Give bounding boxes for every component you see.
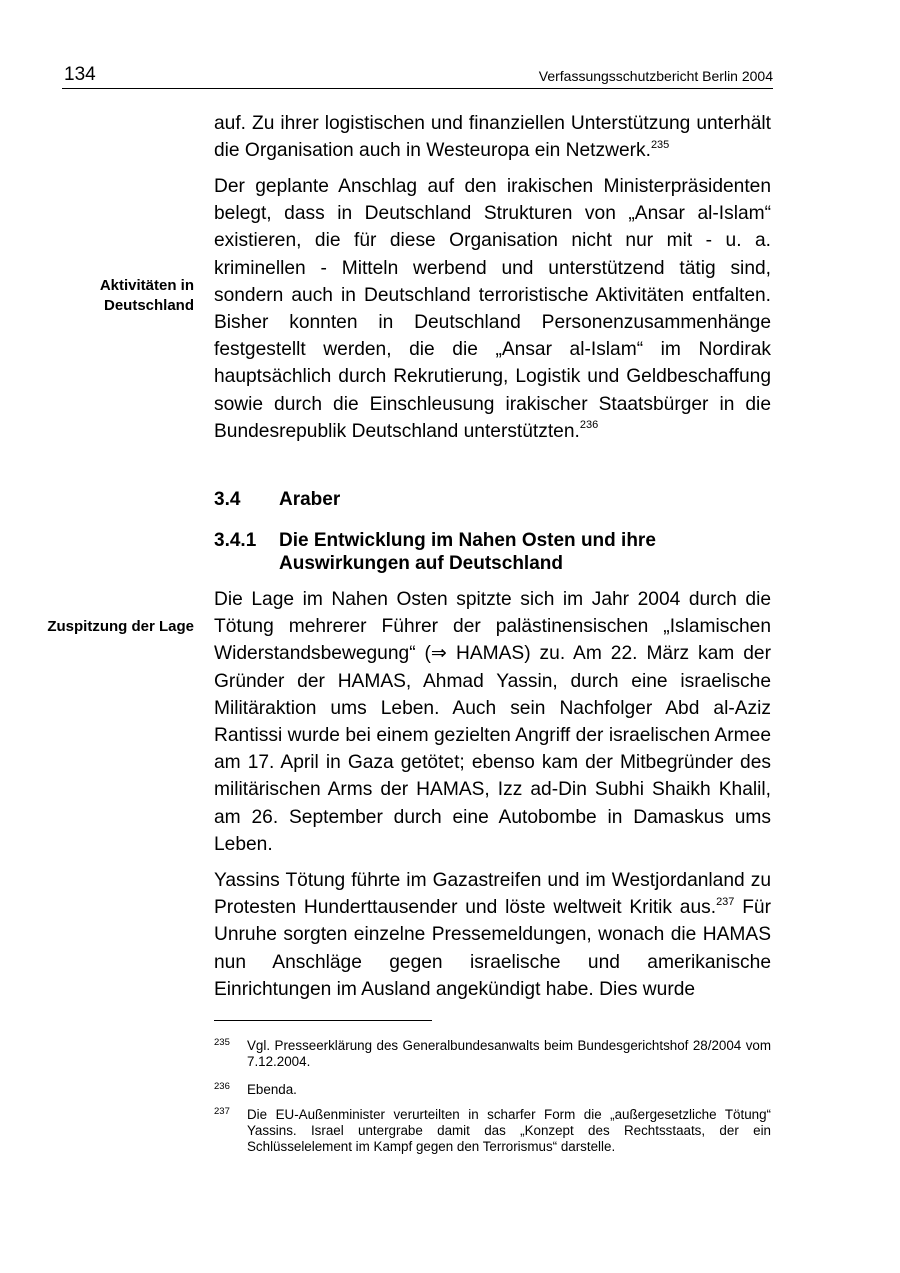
- margin-note-aktivitaeten: Aktivitäten in Deutschland: [99, 277, 194, 314]
- subsection-title-line2: Auswirkungen auf Deutschland: [279, 553, 563, 574]
- paragraph-1: [214, 110, 771, 164]
- section-title: Araber: [279, 489, 341, 510]
- footnote-236: [214, 1082, 771, 1098]
- running-title: Verfassungsschutzbericht Berlin 2004: [538, 68, 773, 84]
- page-header: [62, 62, 773, 89]
- margin-note-zuspitzung: Zuspitzung der Lage: [47, 618, 194, 635]
- footnote-number: 237: [214, 1106, 230, 1117]
- footnote-text: Vgl. Presseerklärung des Generalbundesanwalts beim Bundesgerichtshof 28/2004 vom 7.12.2004.: [247, 1038, 771, 1069]
- footnote-ref: 235: [650, 138, 670, 151]
- paragraph-text: auf. Zu ihrer logistischen und finanziellen Unterstützung unterhält die Organisation auch in Westeuropa ein Netzwerk.: [214, 113, 771, 162]
- footnote-237: [214, 1107, 771, 1155]
- footnote-text: Ebenda.: [247, 1082, 297, 1097]
- paragraph-text: Der geplante Anschlag auf den irakischen Ministerpräsidenten belegt, dass in Deutschland Strukturen von „Ansar al-Islam“ existieren, die für diese Organisation nicht nur mit - u. a. kriminellen - Mitteln werbend und unterstützend tätig sind, sondern auch in Deutschland terroristische Aktivitäten entfalten. Bisher konnten in Deutschland Personenzusammenhänge festgestellt werden, die die „Ansar al-Islam“ im Nordirak hauptsächlich durch Rekrutierung, Logistik und Geldbeschaffung sowie durch die Einschleusung irakischer Staatsbürger in die Bundesrepublik Deutschland unterstützten.: [214, 176, 771, 442]
- paragraph-2: [214, 173, 771, 445]
- paragraph-text: Die Lage im Nahen Osten spitzte sich im Jahr 2004 durch die Tötung mehrerer Führer der palästinensischen „Islamischen Widerstandsbewegung“ (⇒ HAMAS) zu. Am 22. März kam der Gründer der HAMAS, Ahmad Yassin, durch eine israelische Militäraktion ums Leben. Auch sein Nachfolger Abd al-Aziz Rantissi wurde bei einem gezielten Angriff der israelischen Armee am 17. April in Gaza getötet; ebenso kam der Mitbegründer des militärischen Arms der HAMAS, Izz ad-Din Subhi Shaikh Khalil, am 26. September durch eine Autobombe in Damaskus ums Leben.: [214, 589, 771, 855]
- footnote-ref: 236: [579, 419, 599, 432]
- section-number: 3.4: [214, 489, 241, 510]
- footnote-number: 236: [214, 1081, 230, 1092]
- section-heading: [214, 488, 340, 511]
- paragraph-text: Yassins Tötung führte im Gazastreifen und im Westjordanland zu Protesten Hunderttausender und löste weltweit Kritik aus.: [214, 870, 771, 919]
- subsection-number: 3.4.1: [214, 530, 257, 551]
- subsection-title-line1: Die Entwicklung im Nahen Osten und ihre: [279, 530, 656, 551]
- page-number: 134: [64, 64, 96, 85]
- paragraph-3: [214, 586, 771, 858]
- footnote-number: 235: [214, 1037, 230, 1048]
- paragraph-text: Für Unruhe sorgten einzelne Pressemeldungen, wonach die HAMAS nun Anschläge gegen israelische und amerikanische Einrichtungen im Ausland angekündigt habe. Dies wurde: [214, 897, 771, 1000]
- subsection-heading: [214, 529, 656, 575]
- footnote-text: Die EU-Außenminister verurteilten in scharfer Form die „außergesetzliche Tötung“ Yassins. Israel untergrabe damit das „Konzept des Rechtsstaats, der ein Schlüsselelement im Kampf gegen den Terrorismus“ darstelle.: [247, 1107, 771, 1154]
- footnote-ref: 237: [716, 895, 735, 908]
- paragraph-4: [214, 867, 771, 1003]
- footnote-separator: [214, 1020, 432, 1021]
- footnote-235: [214, 1038, 771, 1070]
